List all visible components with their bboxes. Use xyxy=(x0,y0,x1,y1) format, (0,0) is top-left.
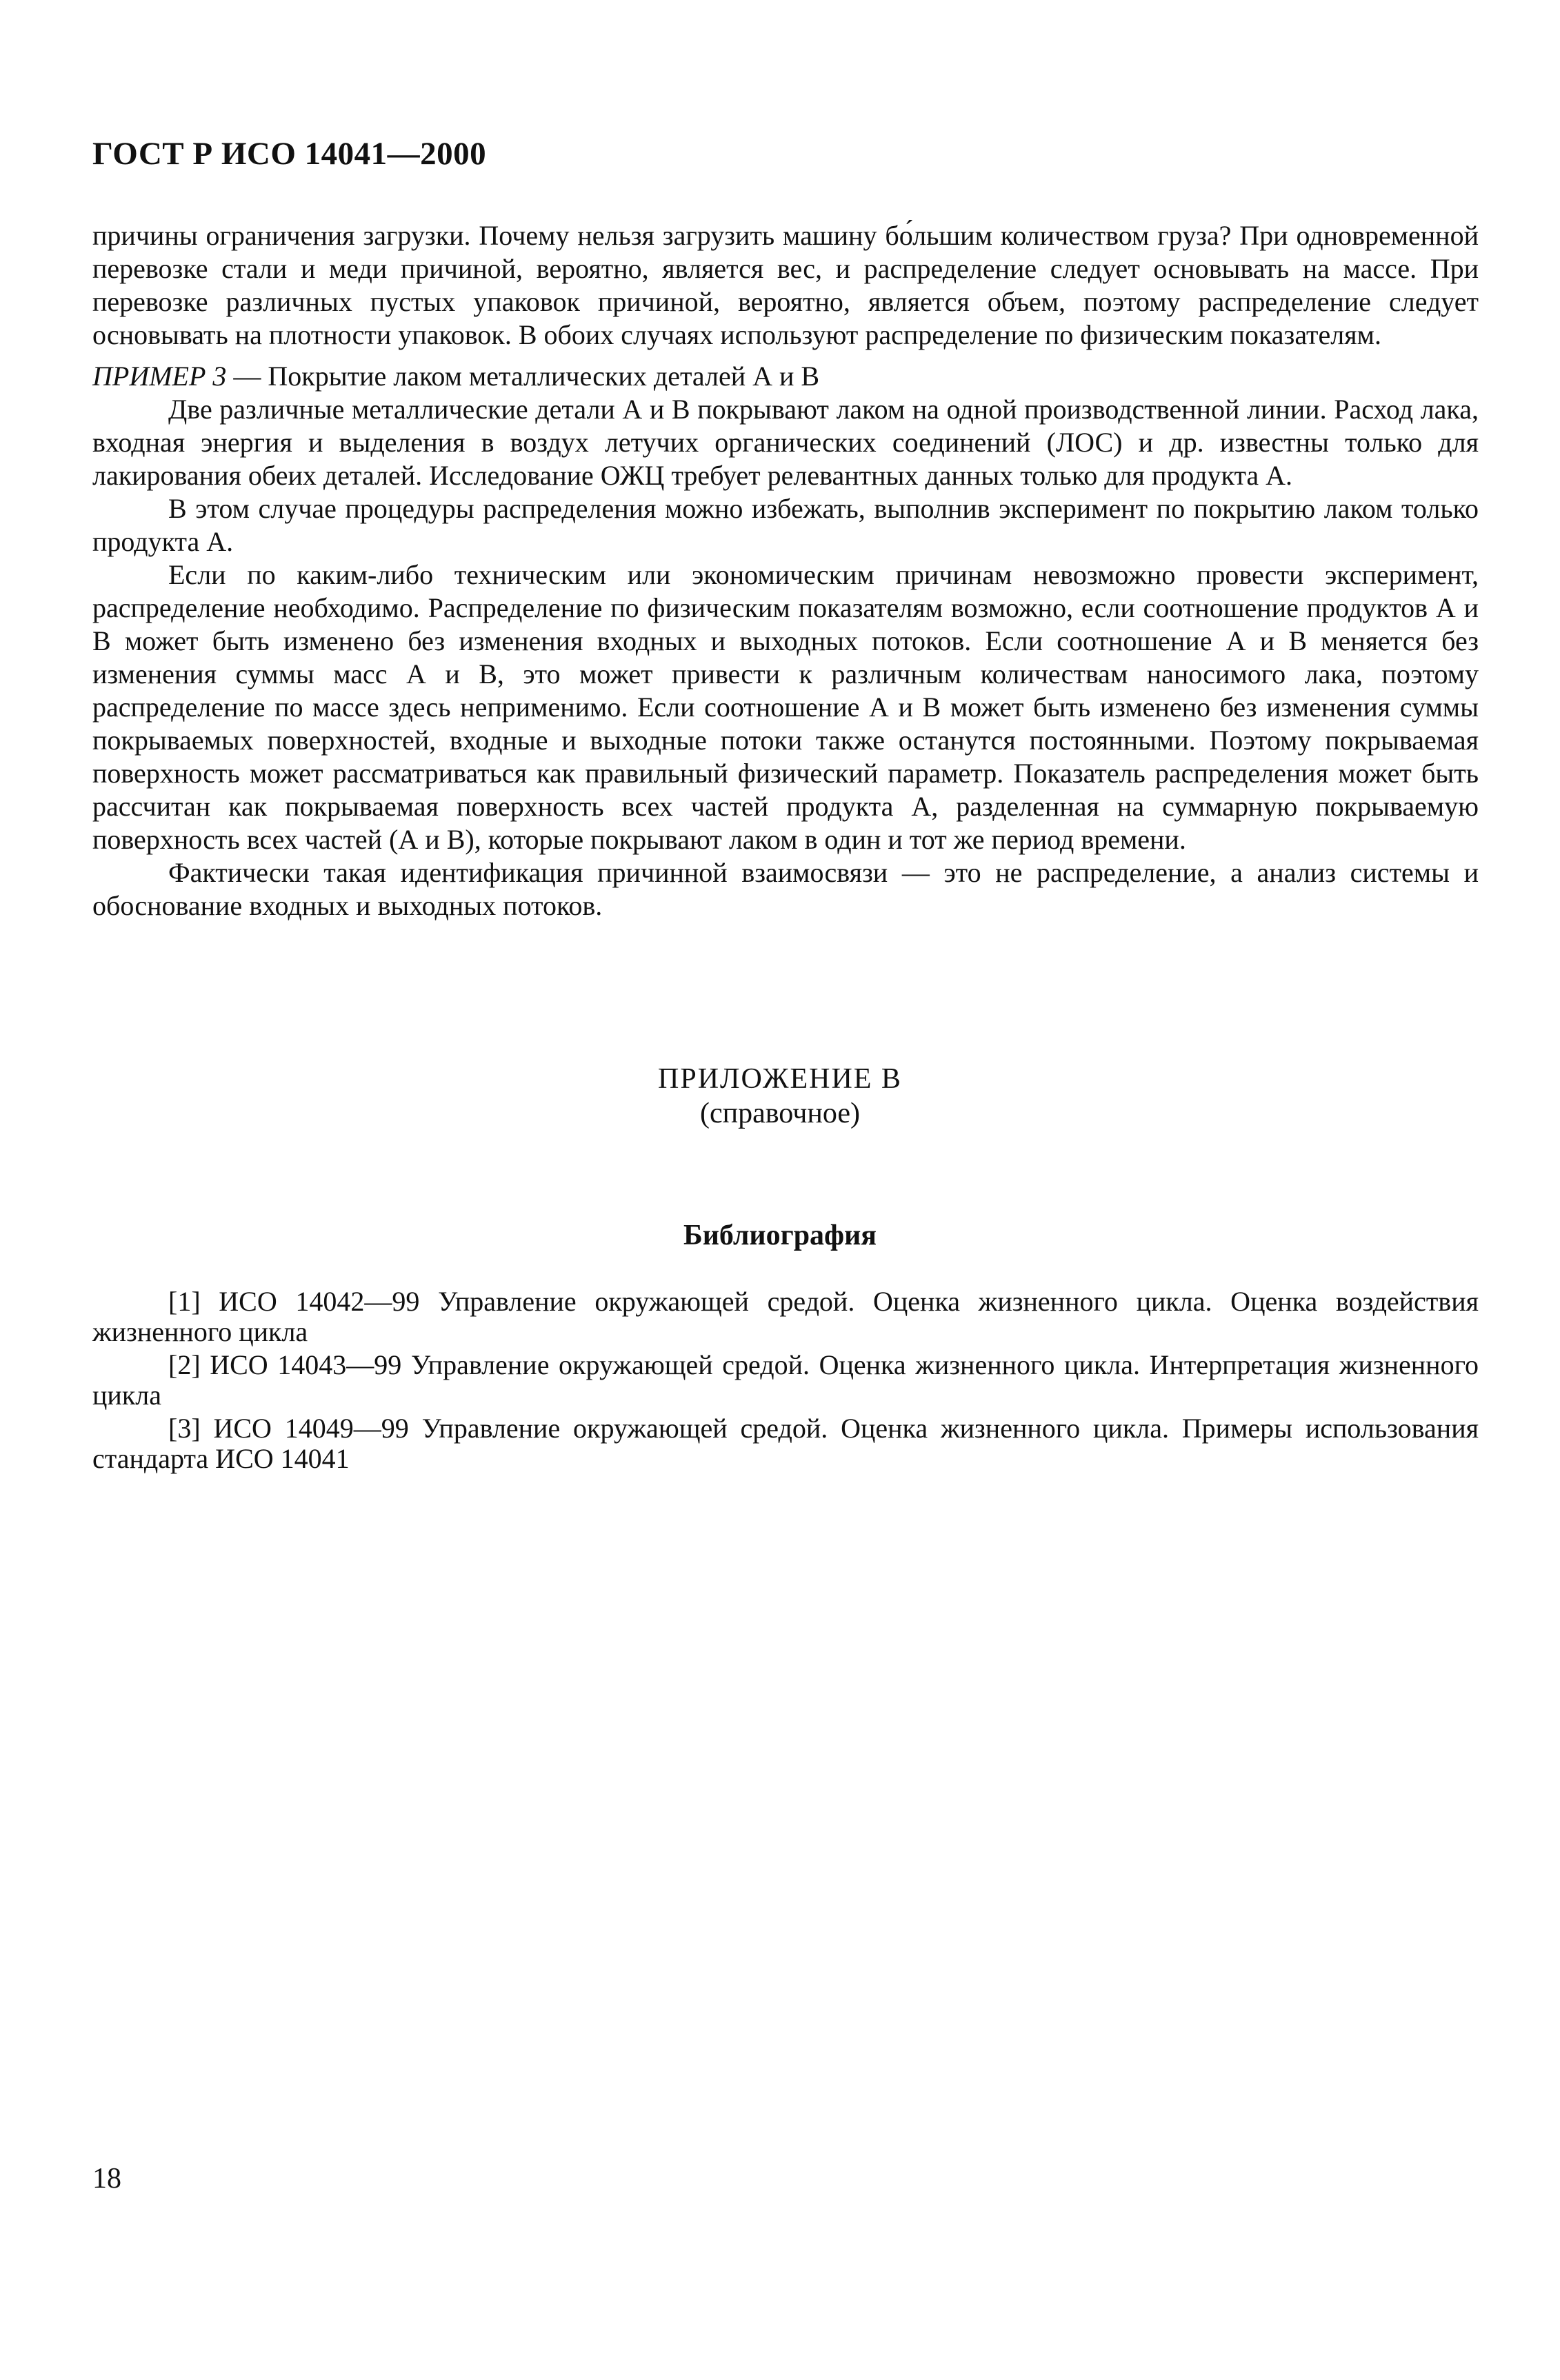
paragraph-conclusion: Фактически такая идентификация причинной взаимосвязи — это не распределение, а анализ системы и обоснование входных и выходных потоков. xyxy=(92,857,1479,921)
bibliography-item: [3] ИСО 14049—99 Управление окружающей средой. Оценка жизненного цикла. Примеры использования стандарта ИСО 14041 xyxy=(92,1413,1479,1474)
page-number: 18 xyxy=(92,2163,121,2195)
paragraph-avoid-allocation: В этом случае процедуры распределения можно избежать, выполнив эксперимент по покрытию лаком только продукта А. xyxy=(92,493,1479,557)
appendix-subtitle: (справочное) xyxy=(700,1098,860,1129)
paragraph-continuation: причины ограничения загрузки. Почему нельзя загрузить машину бо́льшим количеством груза? При одновременной перевозке стали и меди причиной, вероятно, является вес, и распределение следует основывать на массе. При перевозке различных пустых упаковок причиной, вероятно, является объем, поэтому распределение следует основывать на плотности упаковок. В обоих случаях используют распределение по физическим показателям. xyxy=(92,220,1479,350)
paragraph-allocation-needed: Если по каким-либо техническим или экономическим причинам невозможно провести эксперимент, распределение необходимо. Распределение по физическим показателям возможно, если соотношение продуктов А и В может быть изменено без изменения входных и выходных потоков. Если соотношение А и В меняется без изменения суммы масс А и В, это может привести к различным количествам наносимого лака, поэтому распределение по массе здесь неприменимо. Если соотношение А и В может быть изменено без изменения суммы покрываемых поверхностей, входные и выходные потоки также останутся постоянными. Поэтому покрываемая поверхность может рассматриваться как правильный физический параметр. Показатель распределения может быть рассчитан как покрываемая поверхность всех частей продукта А, разделенная на суммарную покрываемую поверхность всех частей (А и В), которые покрывают лаком в один и тот же период времени. xyxy=(92,559,1479,855)
bibliography-item: [1] ИСО 14042—99 Управление окружающей средой. Оценка жизненного цикла. Оценка воздействия жизненного цикла xyxy=(92,1286,1479,1347)
example-heading xyxy=(92,360,1479,393)
bibliography-item: [2] ИСО 14043—99 Управление окружающей средой. Оценка жизненного цикла. Интерпретация жизненного цикла xyxy=(92,1349,1479,1411)
example-label: ПРИМЕР 3 xyxy=(92,361,227,392)
body-text xyxy=(92,219,1479,922)
bibliography-heading: Библиография xyxy=(683,1220,877,1251)
paragraph-example-description: Две различные металлические детали А и В покрывают лаком на одной производственной линии. Расход лака, входная энергия и выделения в воздух летучих органических соединений (ЛОС) и др. известны только для лакирования обеих деталей. Исследование ОЖЦ требует релевантных данных только для продукта А. xyxy=(92,394,1479,491)
document-header: ГОСТ Р ИСО 14041—2000 xyxy=(92,136,487,172)
appendix-block xyxy=(0,1062,1560,1131)
example-title: — Покрытие лаком металлических деталей А и В xyxy=(226,361,820,392)
appendix-title: ПРИЛОЖЕНИЕ В xyxy=(658,1063,902,1095)
bibliography-list xyxy=(92,1287,1479,1477)
